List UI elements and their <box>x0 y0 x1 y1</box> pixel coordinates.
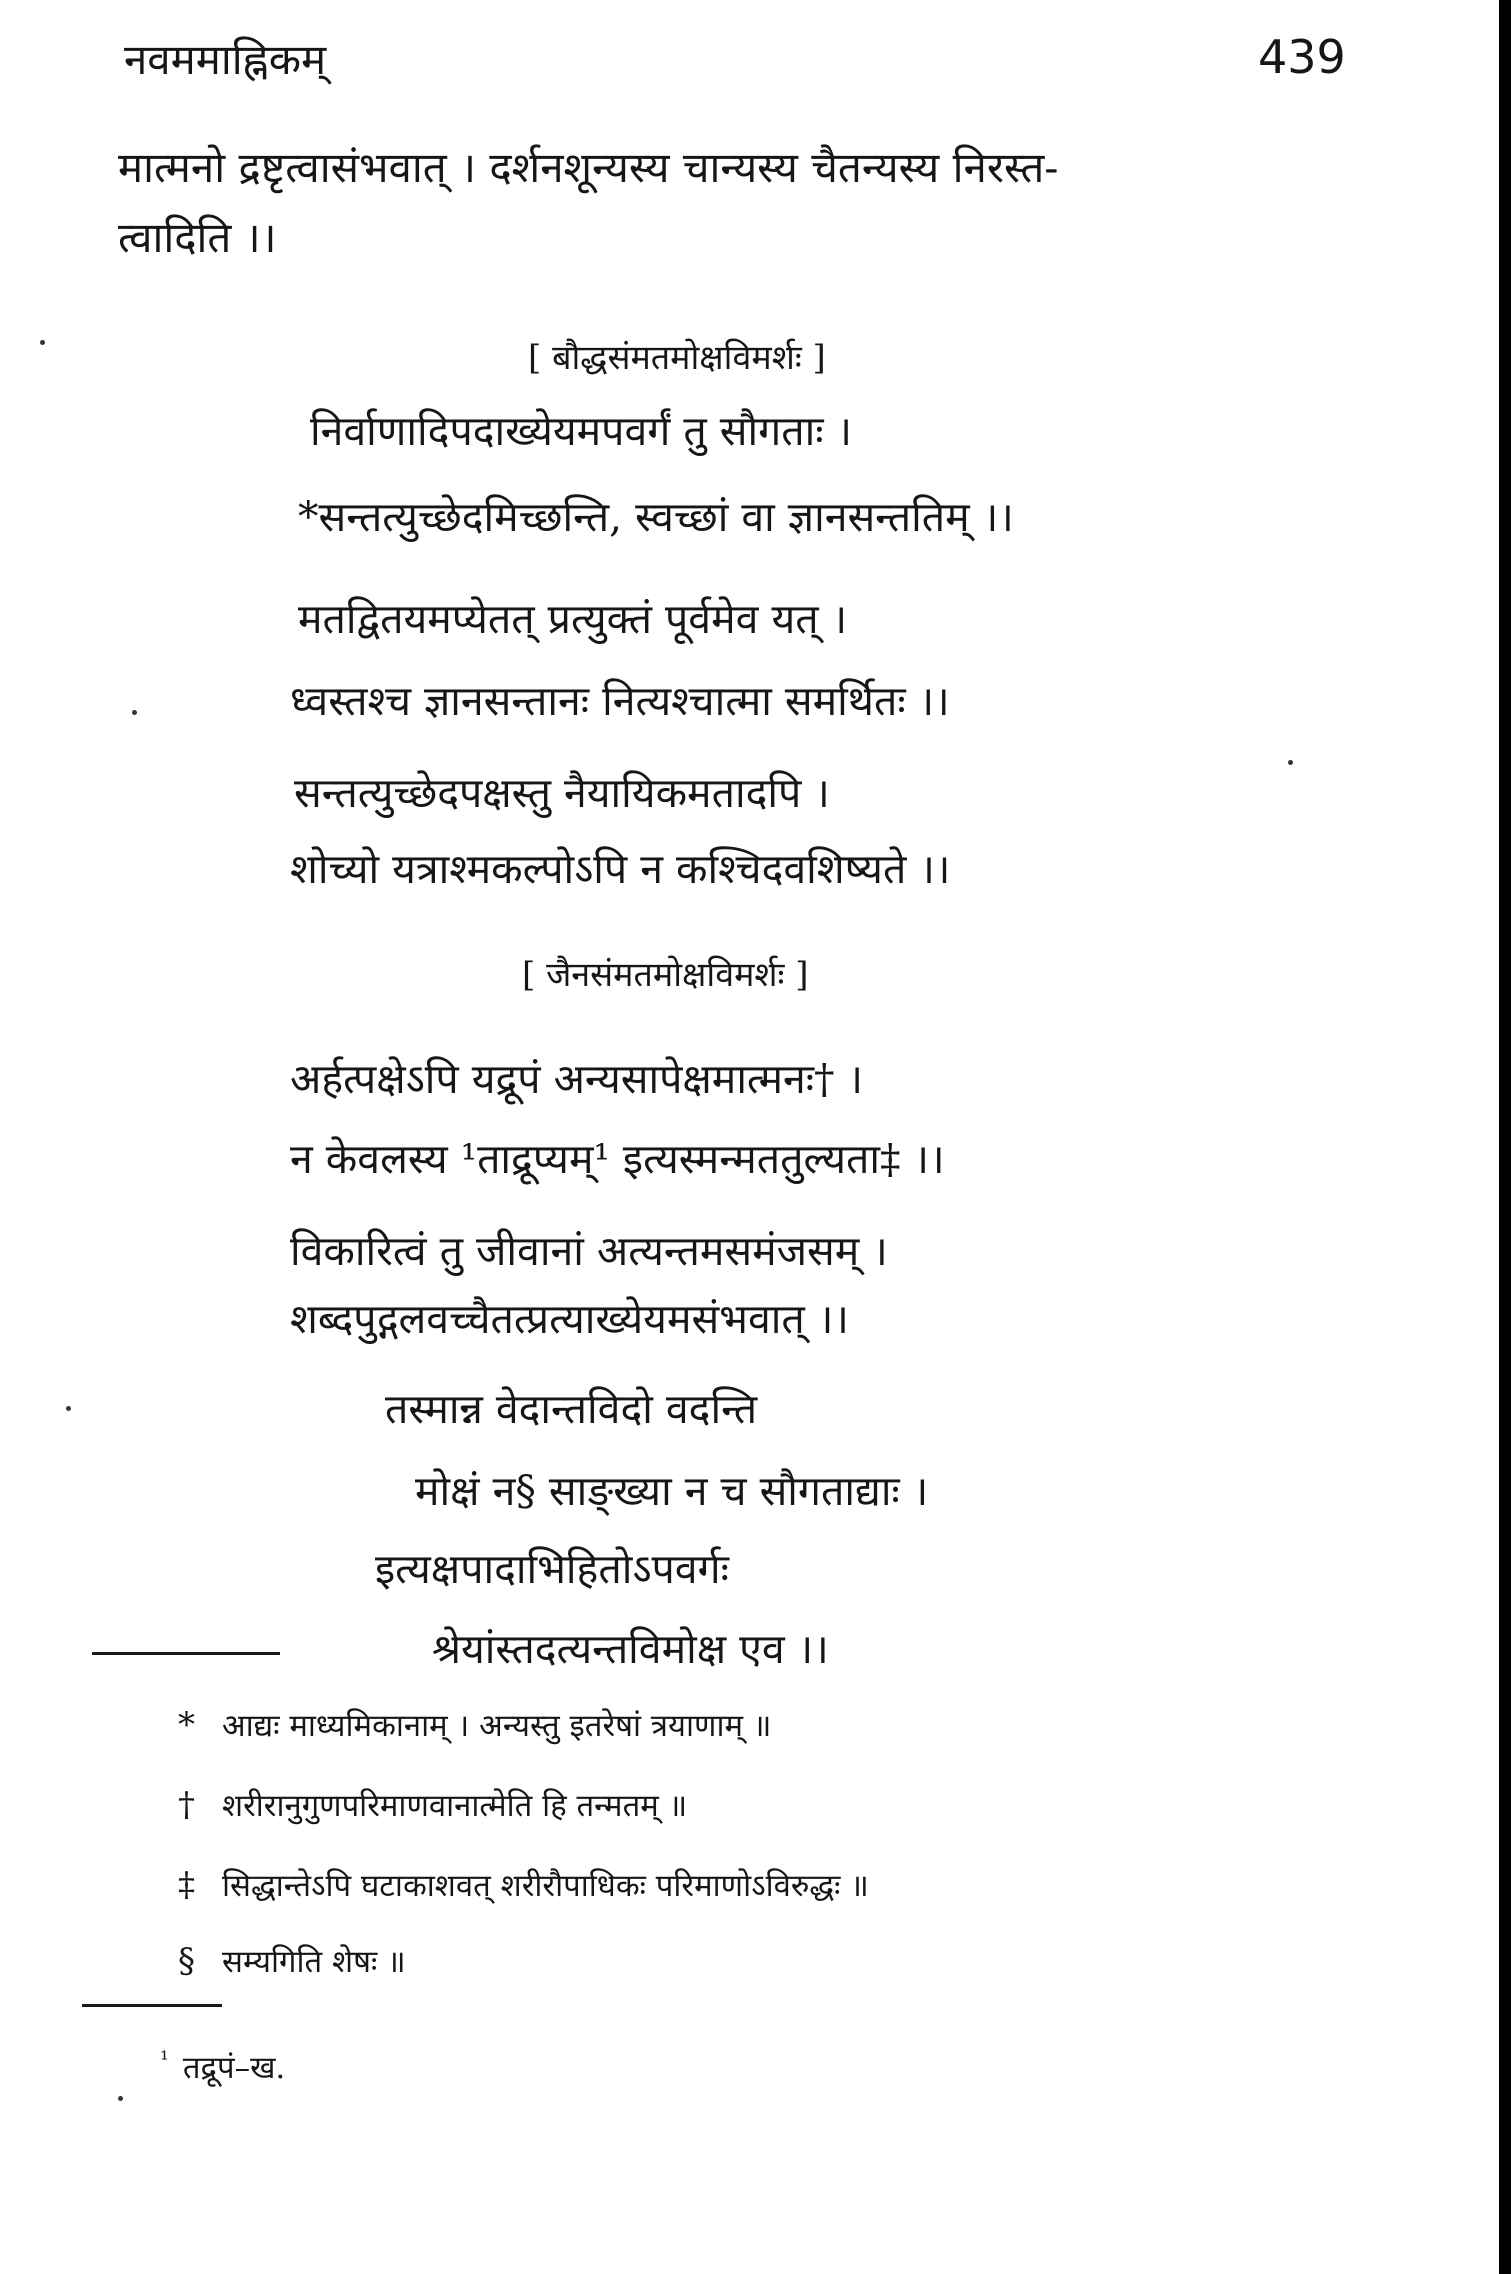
verse-line: सन्तत्युच्छेदपक्षस्तु नैयायिकमतादपि । <box>294 769 830 817</box>
verse-line: शोच्यो यत्राश्मकल्पोऽपि न कश्चिदवशिष्यते ।। <box>290 845 951 893</box>
footnote-text: आद्यः माध्यमिकानाम् । अन्यस्तु इतरेषां त्रयाणाम् ॥ <box>222 1708 772 1744</box>
closing-verse-line: श्रेयांस्तदत्यन्तविमोक्ष एव ।। <box>432 1625 829 1673</box>
footnote <box>178 1864 869 1906</box>
footnote-rule <box>92 1652 280 1655</box>
scan-speck <box>132 710 137 715</box>
footnote-mark: § <box>178 1941 195 1981</box>
scan-speck <box>66 1406 71 1411</box>
running-head: नवममाह्निकम् <box>124 35 327 84</box>
footnote <box>178 1704 771 1746</box>
footnote-mark: † <box>178 1785 195 1825</box>
verse-line: ध्वस्तश्च ज्ञानसन्तानः नित्यश्चात्मा समर्थितः ।। <box>290 677 950 725</box>
footnote <box>178 1784 687 1826</box>
scan-edge-shadow <box>1499 0 1511 2274</box>
section-heading-bauddha: [ बौद्धसंमतमोक्षविमर्शः ] <box>528 338 826 378</box>
variant-rule <box>82 2004 222 2007</box>
scan-speck <box>118 2096 123 2101</box>
footnote-text: शरीरानुगुणपरिमाणवानात्मेति हि तन्मतम् ॥ <box>222 1788 688 1824</box>
closing-verse-line: तस्मान्न वेदान्तविदो वदन्ति <box>385 1385 758 1433</box>
prose-line-1: मात्मनो द्रष्टृत्वासंभवात् । दर्शनशून्यस्य चान्यस्य चैतन्यस्य निरस्त- <box>118 143 1059 192</box>
section-heading-jaina: [ जैनसंमतमोक्षविमर्शः ] <box>522 955 809 995</box>
variant-mark: ¹ <box>160 2047 169 2073</box>
footnote-mark: * <box>178 1705 195 1745</box>
scan-speck <box>1288 760 1293 765</box>
verse-line: शब्दपुद्गलवच्चैतत्प्रत्याख्येयमसंभवात् ।। <box>290 1295 849 1343</box>
verse-line: *सन्तत्युच्छेदमिच्छन्ति, स्वच्छां वा ज्ञानसन्ततिम् ।। <box>298 493 1014 541</box>
footnote <box>178 1940 406 1982</box>
scan-speck <box>40 340 45 345</box>
prose-line-2: त्वादिति ।। <box>118 213 277 262</box>
variant-note <box>160 2046 285 2088</box>
variant-text: तद्रूपं–ख. <box>182 2050 286 2086</box>
verse-line: निर्वाणादिपदाख्येयमपवर्गं तु सौगताः । <box>310 407 853 455</box>
verse-line: अर्हत्पक्षेऽपि यद्रूपं अन्यसापेक्षमात्मनः† । <box>290 1055 864 1103</box>
footnote-text: सिद्धान्तेऽपि घटाकाशवत् शरीरौपाधिकः परिमाणोऽविरुद्धः ॥ <box>222 1868 869 1904</box>
closing-verse-line: इत्यक्षपादाभिहितोऽपवर्गः <box>375 1545 729 1593</box>
verse-line: मतद्वितयमप्येतत् प्रत्युक्तं पूर्वमेव यत् । <box>298 595 848 643</box>
closing-verse-line: मोक्षं न§ साङ्ख्या न च सौगताद्याः । <box>415 1467 929 1515</box>
verse-line: न केवलस्य ¹ताद्रूप्यम्¹ इत्यस्मन्मततुल्यता‡ ।। <box>290 1135 945 1183</box>
verse-line: विकारित्वं तु जीवानां अत्यन्तमसमंजसम् । <box>290 1227 888 1275</box>
page-number: 439 <box>1258 30 1346 84</box>
footnote-text: सम्यगिति शेषः ॥ <box>222 1944 406 1980</box>
footnote-mark: ‡ <box>178 1865 195 1905</box>
